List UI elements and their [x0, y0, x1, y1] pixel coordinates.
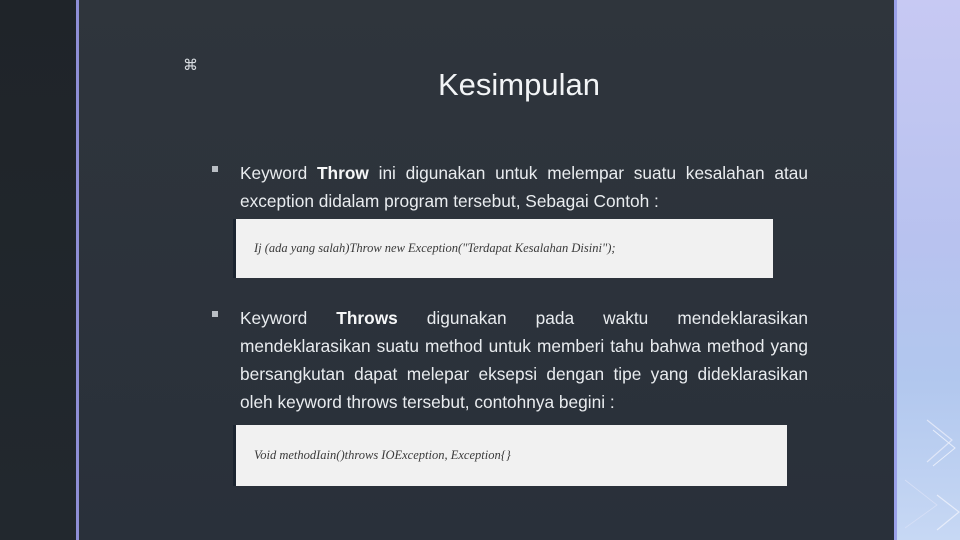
bullet-keyword: Throw: [317, 163, 369, 183]
code-example-throw: Ij (ada yang salah)Throw new Exception("Terdapat Kesalahan Disini");: [233, 219, 773, 278]
left-sidebar-strip: [0, 0, 76, 540]
decorative-chevrons-icon: [897, 0, 960, 540]
bullet-square-icon: [212, 166, 218, 172]
right-decor-panel: [897, 0, 960, 540]
bullet-text-pre: Keyword: [240, 163, 317, 183]
code-example-throws: Void methodIain()throws IOException, Exception{}: [233, 425, 787, 486]
bullet-text-pre: Keyword: [240, 308, 337, 328]
slide-title: Kesimpulan: [438, 67, 600, 102]
bullet-text: [240, 159, 808, 215]
bullet-text-post: digunakan pada waktu mendeklarasikan mendeklarasikan suatu method untuk memberi tahu bahwa method yang bersangkutan dapat melepar eksepsi dengan tipe yang dideklarasikan oleh keyword throws tersebut, contohnya begini :: [240, 308, 808, 412]
bullet-text: [240, 304, 808, 416]
bullet-item-throw: [212, 159, 808, 215]
bullet-square-icon: [212, 311, 218, 317]
bullet-item-throws: [212, 304, 808, 416]
bullet-keyword: Throws: [336, 308, 398, 328]
z-logo-icon: ⌘: [183, 56, 198, 74]
bullet-text-post: ini digunakan untuk melempar suatu kesalahan atau exception didalam program tersebut, Sebagai Contoh :: [240, 163, 808, 211]
